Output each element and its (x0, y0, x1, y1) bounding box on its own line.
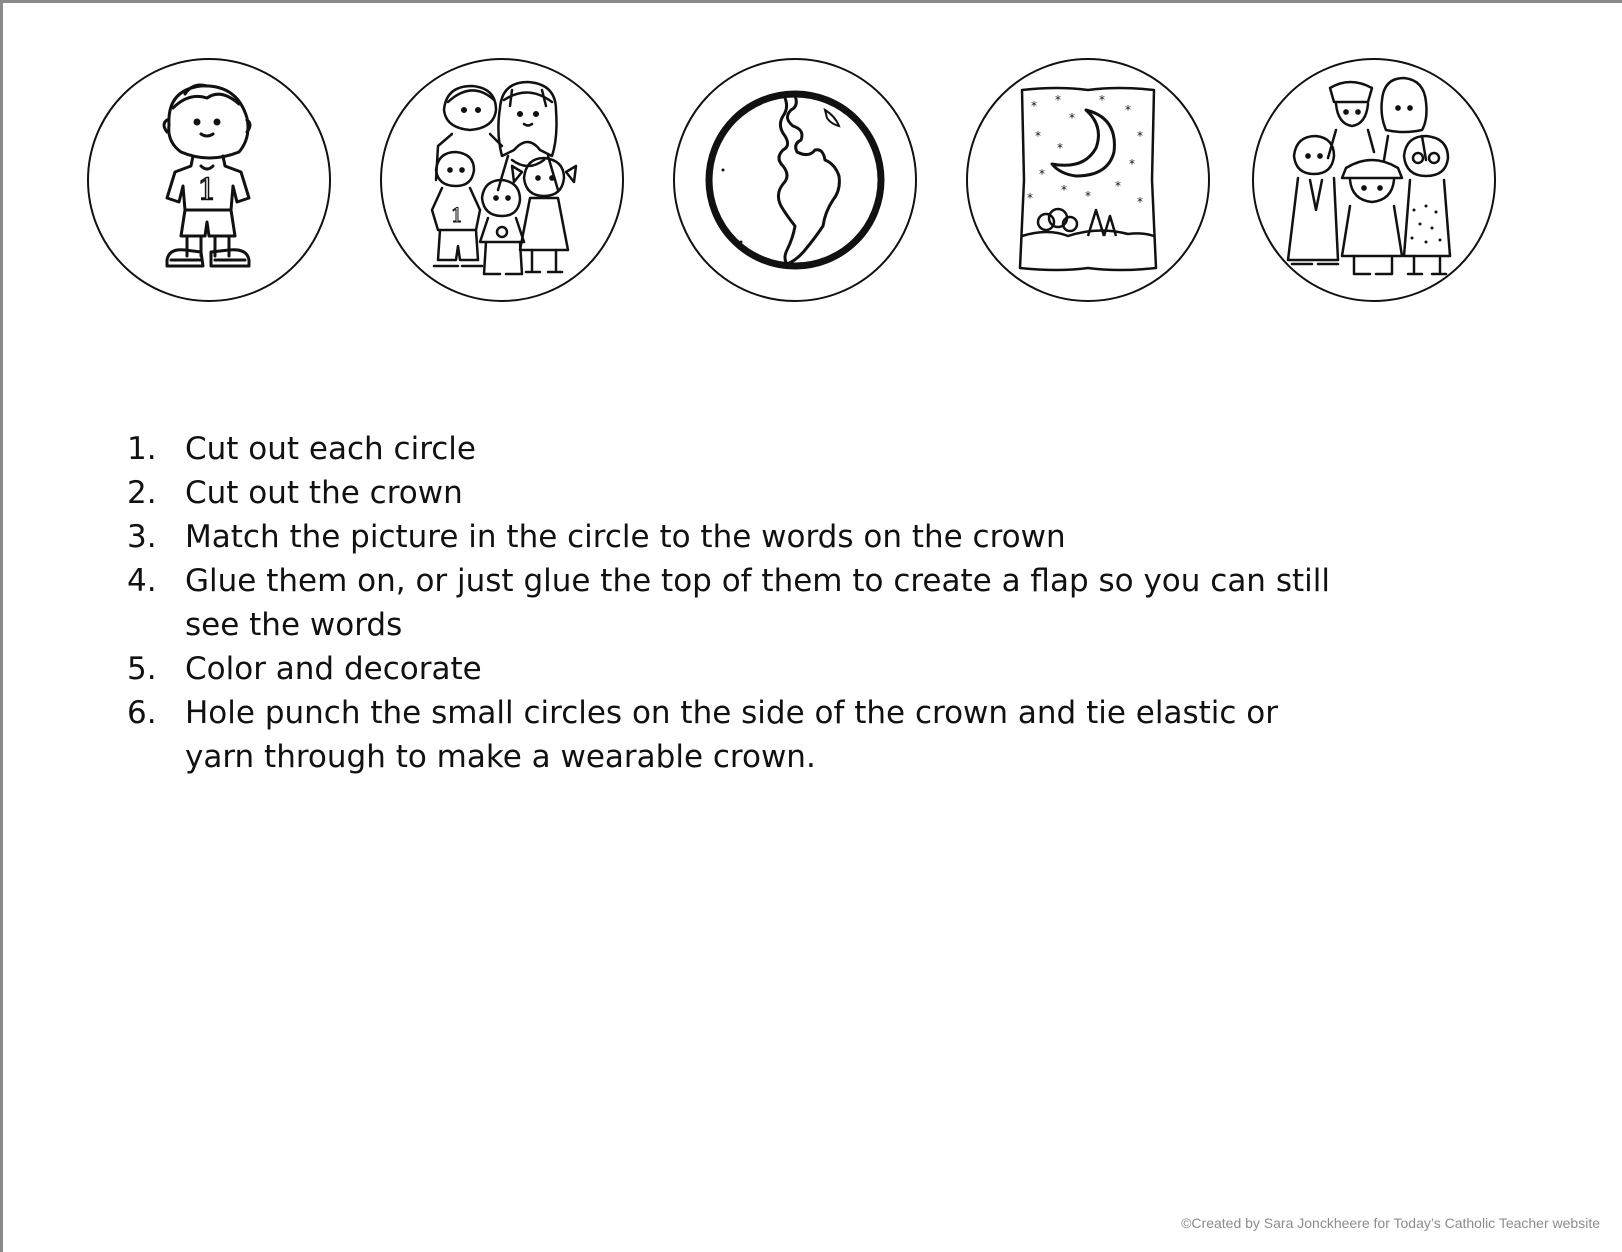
svg-text:*: * (1027, 191, 1033, 205)
family-icon (382, 60, 622, 300)
instruction-text: Glue them on, or just glue the top of them to create a flap so you can still see the words (185, 563, 1330, 643)
instruction-number: 5. (127, 651, 157, 687)
svg-text:*: * (1099, 93, 1105, 107)
svg-text:*: * (1055, 93, 1061, 107)
instruction-number: 1. (127, 431, 157, 467)
earth-icon (675, 60, 915, 300)
svg-text:*: * (1031, 99, 1037, 113)
circle-family (380, 58, 624, 302)
svg-text:*: * (1115, 179, 1121, 193)
circle-earth (673, 58, 917, 302)
community-helpers-icon (1254, 60, 1494, 300)
instruction-item (127, 427, 1335, 471)
svg-text:*: * (1061, 183, 1067, 197)
svg-text:*: * (1039, 167, 1045, 181)
boy-icon (89, 60, 329, 300)
instruction-number: 6. (127, 695, 157, 731)
svg-text:*: * (1035, 129, 1041, 143)
svg-text:*: * (1085, 189, 1091, 203)
shirt-number: 1 (197, 173, 217, 208)
instruction-list (127, 427, 1330, 779)
instruction-text: Match the picture in the circle to the words on the crown (185, 519, 1066, 555)
instruction-item (127, 559, 1335, 647)
instruction-text: Cut out the crown (185, 475, 463, 511)
instruction-text: Cut out each circle (185, 431, 476, 467)
copyright-footer: ©Created by Sara Jonckheere for Today’s Catholic Teacher website (1181, 1215, 1600, 1231)
instruction-number: 2. (127, 475, 157, 511)
instruction-number: 4. (127, 563, 157, 599)
night-sky-icon (968, 60, 1208, 300)
instruction-item (127, 471, 1335, 515)
svg-text:*: * (1125, 103, 1131, 117)
instruction-item (127, 515, 1335, 559)
instruction-number: 3. (127, 519, 157, 555)
svg-text:*: * (1129, 157, 1135, 171)
circle-boy (87, 58, 331, 302)
svg-text:*: * (1069, 111, 1075, 125)
svg-text:*: * (1057, 141, 1063, 155)
shirt-number: 1 (450, 203, 464, 227)
instruction-item (127, 647, 1335, 691)
svg-text:*: * (1137, 129, 1143, 143)
svg-text:*: * (1137, 195, 1143, 209)
instruction-item (127, 691, 1335, 779)
circle-night-sky (966, 58, 1210, 302)
instruction-text: Hole punch the small circles on the side of the crown and tie elastic or yarn through to make a wearable crown. (185, 695, 1278, 775)
instruction-text: Color and decorate (185, 651, 482, 687)
circle-community-helpers (1252, 58, 1496, 302)
